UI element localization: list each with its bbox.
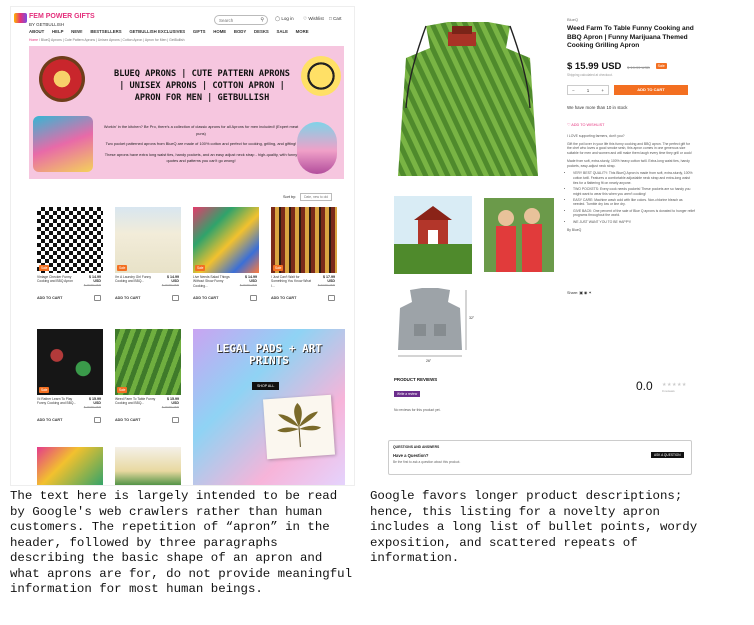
product-brand[interactable]: BlueQ	[567, 17, 579, 22]
rating-stars-icon: ★★★★★	[662, 382, 687, 388]
review-score: 0.0	[636, 379, 653, 393]
heart-icon: ♡	[567, 123, 571, 127]
add-to-cart-button[interactable]	[115, 296, 181, 304]
add-to-cart-label: ADD TO CART	[115, 418, 141, 422]
product-price	[81, 275, 101, 287]
product-original-price: $ 19.99 USD	[627, 65, 650, 70]
product-image[interactable]	[115, 207, 181, 273]
search-placeholder: Search	[219, 18, 234, 23]
bag-icon	[172, 417, 179, 423]
feature-bullet: • WE JUST WANT YOU TO BE HAPPY!	[573, 220, 695, 225]
no-reviews-text: No reviews for this product yet.	[394, 408, 441, 412]
logo-sub: BY GETBULLISH	[29, 22, 65, 27]
collection-banner	[29, 46, 344, 179]
description-paragraph: Gift the pot lover in your life this funny cooking and BBQ apron. The perfect gift for the chef who loves a good smoke sesh, this apron comes in one generous size suitable for men and women and will make them laugh every time they grill or cook!	[567, 141, 692, 156]
wishlist-label: Wishlist	[308, 16, 324, 21]
sale-badge: Sale	[119, 266, 126, 270]
sale-badge: Sale	[657, 64, 665, 69]
product-card[interactable]	[115, 207, 181, 304]
original-price: $ 19.99 USD	[83, 283, 101, 287]
sort-label: Sort by:	[283, 195, 297, 199]
nav-item[interactable]: DESKS	[253, 29, 269, 34]
share-label: Share	[567, 291, 578, 295]
add-to-cart-label: ADD TO CART	[37, 296, 63, 300]
description-brand: By BlueQ	[567, 228, 582, 233]
description-paragraph: I LOVE supporting farmers, don't you?	[567, 134, 625, 138]
current-price: $ 14.99 USD	[245, 275, 257, 283]
product-thumbnail-dimensions[interactable]	[390, 286, 470, 360]
bag-icon	[250, 295, 257, 301]
nav-item[interactable]: MORE	[295, 29, 309, 34]
original-price: $ 22.99 USD	[317, 283, 335, 287]
stock-status: We have more than 10 in stock	[567, 105, 628, 110]
search-input[interactable]	[214, 15, 268, 25]
product-price	[159, 275, 179, 287]
review-count: 0 reviews	[662, 389, 675, 393]
current-price: $ 15.99 USD	[167, 397, 179, 405]
login-link[interactable]	[275, 16, 294, 22]
sort-select[interactable]: Date, new to old	[300, 193, 332, 201]
write-review-button[interactable]: Write a review	[394, 391, 420, 397]
product-name[interactable]: Live Needs Salad Things Without Show Funny Cooking...	[193, 275, 230, 288]
product-price	[81, 397, 101, 409]
user-icon: ◯	[275, 16, 281, 21]
store-logo-icon	[14, 13, 27, 23]
nav-item[interactable]: GETBULLISH EXCLUSIVES	[129, 29, 186, 34]
product-main-image[interactable]	[388, 18, 548, 178]
quantity-stepper[interactable]	[567, 85, 609, 95]
bag-icon	[172, 295, 179, 301]
promo-title: LEGAL PADS + ART PRINTS	[216, 342, 322, 367]
product-name[interactable]: Vintage Checker Funny Cooking and BBQ Apron	[37, 275, 73, 284]
bag-icon	[94, 295, 101, 301]
add-to-cart-button[interactable]	[115, 418, 181, 426]
collection-title: BLUEQ APRONS | CUTE PATTERN APRONS | UNISEX APRONS | COTTON APRON | APRON FOR MEN | GETBULLISH	[114, 69, 290, 103]
sort-control	[283, 193, 332, 201]
product-image[interactable]	[115, 329, 181, 395]
product-price	[315, 275, 335, 287]
portrait-oval-image	[297, 122, 337, 174]
facebook-icon[interactable]: ▣	[579, 291, 583, 295]
feature-bullet: • VERY BEST QUALITY: This BlueQ Apron is made from soft, extra-sturdy, 100% cotton twill. Features a comfortable adjustable neck strap and extra-long waist ties for a flattering fit on nearly anyone.	[573, 171, 695, 185]
product-price	[237, 275, 257, 287]
product-description	[567, 134, 695, 236]
logo-name: FEM POWER GIFTS	[29, 13, 95, 20]
product-title: Weed Farm To Table Funny Cooking and BBQ Apron | Funny Marijuana Themed Cooking Grilling Apron	[567, 25, 694, 49]
product-name[interactable]: I Just Can't Wait for Something You Know What I...	[271, 275, 311, 288]
qa-heading: Have a Question?	[393, 453, 429, 458]
add-to-wishlist-link[interactable]	[567, 122, 604, 127]
product-price-block	[567, 61, 667, 72]
cart-link[interactable]	[329, 16, 342, 21]
sale-badge: Sale	[41, 266, 48, 270]
breadcrumb-current: / BlueQ Aprons | Cute Pattern Aprons | Unisex Aprons | Cotton Apron | Apron for Men | GetBullish	[39, 38, 185, 42]
breadcrumb-home[interactable]: Home	[29, 38, 39, 42]
product-card[interactable]	[37, 207, 103, 304]
leaf-icon	[263, 395, 335, 460]
add-to-cart-label: ADD TO CART	[115, 296, 141, 300]
add-to-cart-button[interactable]	[37, 418, 103, 426]
collection-paragraph: These aprons have extra long waist ties, handy pockets, and an easy adjust neck strap - high-quality, with funny quotes and patterns you can't go wrong!	[104, 151, 298, 163]
bag-icon	[328, 295, 335, 301]
sale-badge: Sale	[275, 266, 282, 270]
main-nav	[29, 29, 315, 34]
feature-bullet: • GIVE BACK: One percent of the sale of Blue Q aprons is donated to hunger relief programs throughout the world.	[573, 209, 695, 218]
nav-item[interactable]: HELP	[51, 29, 64, 34]
product-thumbnail-barn[interactable]	[394, 196, 472, 274]
product-card[interactable]	[115, 329, 181, 426]
nav-item[interactable]: BESTSELLERS	[90, 29, 122, 34]
wishlist-label: ADD TO WISHLIST	[571, 123, 605, 127]
sale-badge: Sale	[41, 388, 48, 392]
shipping-note: Shipping calculated at checkout.	[567, 73, 613, 77]
current-price: $ 14.99 USD	[89, 275, 101, 283]
donut-image	[39, 56, 85, 102]
feature-bullet: • EASY CARE: Machine wash cold with like colors. Non-chlorine bleach as needed. Tumble dry low or line dry.	[573, 198, 695, 207]
sale-badge: Sale	[197, 266, 204, 270]
minus-icon[interactable]: −	[572, 87, 575, 93]
current-price: $ 14.99 USD	[167, 275, 179, 283]
product-image[interactable]	[37, 207, 103, 273]
heart-icon: ♡	[303, 16, 308, 21]
add-to-cart-button[interactable]	[193, 296, 259, 304]
pizza-badge-image	[301, 56, 341, 96]
art-print-image	[263, 395, 335, 460]
pinterest-icon[interactable]: ◉	[583, 291, 588, 295]
original-price: $ 19.99 USD	[161, 283, 179, 287]
feature-bullet: • TWO POCKETS: Every cook needs pockets! These pockets are so handy you might want to wear this when you aren't cooking!	[573, 187, 695, 196]
product-image[interactable]	[193, 207, 259, 273]
product-thumbnail-photo[interactable]	[484, 198, 554, 272]
product-image[interactable]	[115, 447, 181, 486]
feature-list	[567, 171, 695, 224]
store-logo[interactable]	[29, 13, 95, 29]
height-dimension-label: 32"	[469, 316, 475, 320]
current-price: $ 15.99 USD	[89, 397, 101, 405]
collection-paragraph: Workin' in the kitchen? Be Pro, there's a collection of classic aprons for all Aprons for men included! (Expert meat puns)	[103, 124, 299, 136]
cart-label: Cart	[332, 16, 342, 21]
original-price: $ 19.99 USD	[83, 405, 101, 409]
bag-icon	[94, 417, 101, 423]
nav-item[interactable]: SALE	[276, 29, 288, 34]
collection-description	[103, 124, 299, 165]
shop-all-button[interactable]: SHOP ALL	[252, 382, 279, 390]
sale-badge: Sale	[119, 388, 126, 392]
plus-icon[interactable]: +	[601, 87, 604, 93]
quantity-value[interactable]: 1	[586, 87, 590, 93]
product-page-screenshot	[380, 6, 698, 482]
current-price: $ 17.99 USD	[323, 275, 335, 283]
questions-and-answers	[388, 440, 692, 475]
add-to-cart-label: ADD TO CART	[193, 296, 219, 300]
nav-item[interactable]: NEW!	[71, 29, 83, 34]
qa-title: QUESTIONS AND ANSWERS	[393, 445, 440, 449]
store-header	[11, 7, 355, 41]
nav-item[interactable]: HOME	[213, 29, 227, 34]
add-to-cart-label: ADD TO CART	[271, 296, 297, 300]
product-price	[159, 397, 179, 409]
twitter-icon[interactable]: ✶	[588, 291, 592, 295]
original-price: $ 19.99 USD	[161, 405, 179, 409]
product-image[interactable]	[37, 447, 103, 486]
reviews-title: PRODUCT REVIEWS	[394, 377, 438, 382]
product-image[interactable]	[37, 329, 103, 395]
original-price: $ 19.99 USD	[239, 283, 257, 287]
breadcrumb	[29, 38, 185, 42]
nav-item[interactable]: BODY	[233, 29, 247, 34]
product-name[interactable]: I'm A Laundry Girl Funny Cooking and BBQ...	[115, 275, 151, 284]
product-card[interactable]	[193, 207, 259, 304]
promo-tile[interactable]	[193, 329, 345, 486]
cart-icon: □	[329, 16, 332, 21]
add-to-cart-button[interactable]	[271, 296, 337, 304]
width-dimension-label: 26"	[426, 359, 432, 363]
caption-left: The text here is largely intended to be read by Google's web crawlers rather than human customers. The repetition of “apron” in the header, followed by three paragraphs describing the basic shape of an apron and what aprons are for, do not provide meaningful information for most human beings.	[10, 489, 353, 596]
login-label: Log in	[281, 16, 294, 21]
product-price: $ 15.99 USD	[567, 61, 622, 72]
add-to-cart-button[interactable]: ADD TO CART	[614, 85, 688, 95]
product-name[interactable]: Weed Farm To Table Funny Cooking and BBQ...	[115, 397, 156, 406]
add-to-cart-button[interactable]	[37, 296, 103, 304]
collection-paragraph: Two pocket patterned aprons from BlueQ are made of 100% cotton and perfect for cooking, grilling, and gifting!	[105, 141, 297, 146]
product-image[interactable]	[271, 207, 337, 273]
nav-item[interactable]: GIFTS	[192, 29, 206, 34]
description-paragraph: Made from soft, extra-sturdy, 100% heavy cotton twill. Extra-long waist ties, handy pockets, easy-adjust neck strap.	[567, 158, 690, 168]
collection-page-screenshot	[10, 6, 355, 486]
woman-portrait-image	[33, 116, 93, 172]
wishlist-link[interactable]	[303, 16, 324, 22]
qa-subtext: Be the first to ask a question about this product.	[393, 460, 461, 464]
add-to-cart-label: ADD TO CART	[37, 418, 63, 422]
caption-right: Google favors longer product descriptions; hence, this listing for a novelty apron includes a long list of bullet points, wordy exposition, and scattered repeats of information.	[370, 489, 698, 565]
search-icon[interactable]: ⚲	[260, 17, 264, 23]
share-row: Share: ▣ ◉ ✶	[567, 291, 592, 295]
product-reviews	[394, 377, 694, 417]
product-card[interactable]	[37, 329, 103, 426]
product-card[interactable]	[271, 207, 337, 304]
product-name[interactable]: I'd Rather Learn To Play Funny Cooking and BBQ...	[37, 397, 77, 406]
ask-question-button[interactable]: ASK A QUESTION	[651, 452, 684, 458]
nav-item[interactable]: ABOUT	[29, 29, 45, 34]
